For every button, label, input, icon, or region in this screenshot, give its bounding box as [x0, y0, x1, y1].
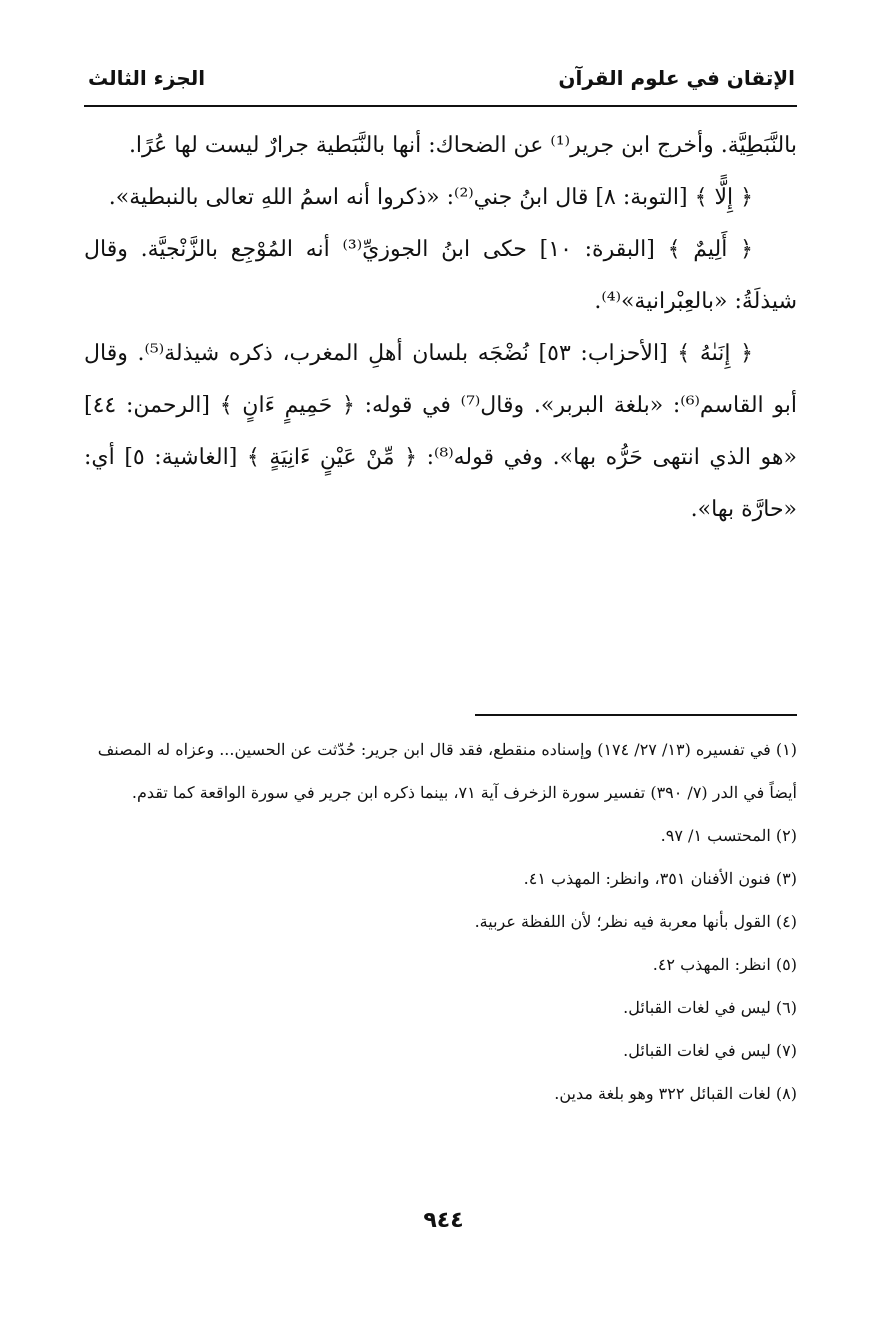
paragraph: ﴿ إِلًّا ﴾ [التوبة: ٨] قال ابنُ جني⁽²⁾: «ذكروا أنه اسمُ اللهِ تعالى بالنبطية».	[108, 185, 753, 210]
footnote: (٥) انظر: المهذب ٤٢.	[652, 955, 797, 974]
main-text	[84, 120, 797, 536]
footnote: (٣) فنون الأفنان ٣٥١، وانظر: المهذب ٤١.	[523, 869, 797, 888]
footnote: (١) في تفسيره (١٣/ ٢٧/ ١٧٤) وإسناده منقطع، فقد قال ابن جرير: حُدّثت عن الحسين... وعزاه له المصنف أيضاً في الدر (٧/ ٣٩٠) تفسير سورة الزخرف آية ٧١، بينما ذكره ابن جرير في سورة الواقعة كما تقدم.	[97, 740, 797, 802]
paragraph: بالنَّبَطِيَّة. وأخرج ابن جرير⁽¹⁾ عن الضحاك: أنها بالنَّبَطية جرارٌ ليست لها عُرًا.	[128, 133, 797, 158]
footnote: (٢) المحتسب ١/ ٩٧.	[660, 826, 797, 845]
page-number: ٩٤٤	[423, 1208, 464, 1233]
paragraph: ﴿ أَلِيمٌ ﴾ [البقرة: ١٠] حكى ابنُ الجوزيِّ⁽³⁾ أنه المُوْجِع بالزَّنْجيَّة. وقال شيذلَةُ: «بالعِبْرانية»⁽⁴⁾.	[84, 237, 797, 314]
volume-label: الجزء الثالث	[88, 66, 206, 90]
footnote: (٧) ليس في لغات القبائل.	[623, 1041, 797, 1060]
footnote: (٤) القول بأنها معربة فيه نظر؛ لأن اللفظة عربية.	[474, 912, 797, 931]
footnote-divider	[475, 714, 797, 716]
header-divider	[84, 105, 797, 107]
running-header	[88, 58, 795, 98]
footnote: (٦) ليس في لغات القبائل.	[623, 998, 797, 1017]
footnotes	[84, 728, 797, 1115]
footnote: (٨) لغات القبائل ٣٢٢ وهو بلغة مدين.	[554, 1084, 797, 1103]
book-title: الإتقان في علوم القرآن	[558, 66, 795, 90]
paragraph: ﴿ إِنَىٰهُ ﴾ [الأحزاب: ٥٣] نُضْجَه بلسان أهلِ المغرب، ذكره شيذلة⁽⁵⁾. وقال أبو القاسم⁽⁶⁾: «بلغة البربر». وقال⁽⁷⁾ في قوله: ﴿ حَمِيمٍ ءَانٍ ﴾ [الرحمن: ٤٤] «هو الذي انتهى حَرُّه بها». وفي قوله⁽⁸⁾: ﴿ مِّنْ عَيْنٍ ءَانِيَةٍ ﴾ [الغاشية: ٥] أي: «حارَّة بها».	[84, 341, 797, 522]
